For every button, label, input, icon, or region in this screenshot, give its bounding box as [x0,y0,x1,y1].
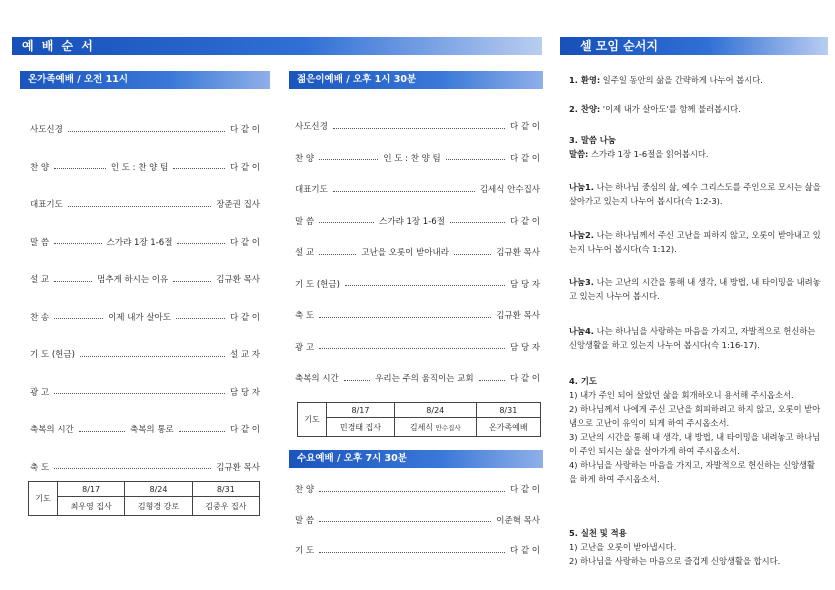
order-item-leader: 다 같 이 [509,153,541,164]
order-item [295,543,540,557]
order-item-label: 축 도 [295,311,315,321]
praise-text: '이제 내가 살아도'를 함께 불러봅시다. [600,104,741,114]
order-item [295,513,540,527]
share4-text: 나는 하나님을 사랑하는 마음을 가지고, 자발적으로 헌신하는 신앙생활을 하고 있는지 나누어 봅시다(슥 1:16-17). [569,326,816,350]
order-item-leader: 이준혁 목사 [496,515,540,526]
schedule-date: 8/24 [125,482,192,497]
cell-praise [569,102,823,116]
order-item-detail: 축복의 통로 [129,425,174,435]
schedule-date: 8/31 [476,403,540,418]
schedule-name: 김중우 집사 [192,497,259,516]
order-item-leader: 다 같 이 [229,162,261,173]
order-item-label: 말 씀 [30,237,50,248]
order-item-leader: 담 당 자 [229,387,260,398]
order-item-leader: 다 같 이 [229,312,260,323]
prayer-line: 4) 하나님을 사랑하는 마음을 가지고, 자발적으로 헌신하는 신앙생활을 하게 하여 주시옵소서. [569,460,816,484]
leader-dots [68,131,225,132]
order-item-label: 사도신경 [295,122,328,132]
schedule-name-text: 온가족예배 [488,422,528,432]
word-line-text: 스가랴 1장 1-6절을 읽어봅시다. [588,149,709,159]
order-item [295,182,540,196]
order-item [295,340,540,354]
order-item [295,119,540,133]
leader-dots [54,243,102,244]
order-item-label: 설 교 [30,275,50,285]
order-item [295,245,540,259]
cell-share-4 [569,324,823,352]
order-item-leader: 다 같 이 [509,122,540,132]
word-line-heading: 말씀: [569,149,589,159]
order-item-detail: 고난을 오롯이 받아내라 [361,248,449,258]
prayer-line: 3) 고난의 시간을 통해 내 생각, 내 방법, 내 타이밍을 내려놓고 하나님이 주인 되시는 삶을 살아가게 하여 주시옵소서. [569,432,821,456]
order-item-leader: 다 같 이 [509,374,540,384]
schedule-name-text: 김세식 [409,422,434,432]
order-item-leader: 다 같 이 [509,485,540,495]
schedule-name: 김형경 강로 [125,497,192,516]
order-item [30,310,260,324]
share2-text: 나는 하나님께서 주신 고난을 피하지 않고, 오롯이 받아내고 있는지 나누어 봅시다(슥 1:12). [569,230,821,254]
youth-prayer-schedule [297,402,541,437]
leader-dots [446,159,505,160]
leader-dots [79,431,125,432]
share4-heading: 나눔4. [569,326,594,336]
worship-order-banner: 예 배 순 서 [12,37,542,55]
cell-word [569,133,823,161]
leader-dots [54,318,103,319]
order-item-leader: 김규환 목사 [216,462,260,473]
order-item-label: 말 씀 [295,216,315,227]
order-item-leader: 다 같 이 [229,237,260,248]
order-item-label: 광 고 [295,342,315,353]
leader-dots [54,393,225,394]
order-item [30,197,260,211]
order-item-label: 기 도 [295,546,315,556]
leader-dots [479,380,505,381]
leader-dots [179,431,225,432]
leader-dots [319,254,356,255]
schedule-date: 8/24 [394,403,476,418]
order-item-label: 대표기도 [295,185,328,195]
order-item-leader: 김세식 안수집사 [479,185,540,195]
schedule-date: 8/17 [327,403,395,418]
order-item [30,272,260,286]
praise-heading: 2. 찬양: [569,104,601,114]
order-item [295,371,540,385]
leader-dots [54,168,106,169]
leader-dots [177,243,225,244]
cell-apply [569,526,823,568]
leader-dots [54,468,211,469]
welcome-text: 일주일 동안의 삶을 간략하게 나누어 봅시다. [600,75,763,85]
leader-dots [319,317,491,318]
order-item-label: 대표기도 [30,200,63,210]
order-item [295,308,540,322]
apply-line: 1) 고난을 오롯이 받아냅시다. [569,542,677,552]
leader-dots [319,159,378,160]
sunday-service-header: 온가족예배 / 오전 11시 [20,71,270,89]
schedule-name [327,418,395,437]
sunday-prayer-schedule [28,481,260,516]
order-item [30,235,260,249]
order-item [30,460,260,474]
word-heading: 3. 말씀 나눔 [569,135,616,145]
leader-dots [450,222,505,223]
schedule-name [476,418,540,437]
order-item-leader: 다 같 이 [229,125,260,135]
order-item-label: 말 씀 [295,515,315,526]
order-item-label: 광 고 [30,387,50,398]
order-item [295,482,540,496]
order-item-label: 기 도 (헌금) [30,350,75,360]
cell-share-1 [569,180,823,208]
order-item-leader: 다 같 이 [509,216,540,227]
prayer-line: 1) 내가 주인 되어 살았던 삶을 회개하오니 용서해 주시옵소서. [569,390,794,400]
leader-dots [319,348,505,349]
order-item-detail: 멈추게 하시는 이유 [97,275,169,285]
order-item [30,347,260,361]
order-item-detail: 이제 내가 살아도 [108,312,171,323]
leader-dots [319,521,491,522]
order-item-label: 사도신경 [30,125,63,135]
order-item-leader: 다 같 이 [509,546,540,556]
order-item-leader: 다 같 이 [229,425,261,435]
order-item-label: 찬 양 [295,153,315,164]
apply-heading: 5. 실천 및 적용 [569,528,627,538]
order-item-leader: 장준권 집사 [216,200,260,210]
order-item-leader: 담 당 자 [509,342,540,353]
order-item-detail: 스가랴 1장 1-6절 [106,237,173,248]
leader-dots [54,281,92,282]
order-item-label: 찬 송 [30,312,50,323]
leader-dots [319,222,374,223]
share3-text: 나는 고난의 시간을 통해 내 생각, 내 방법, 내 타이밍을 내려놓고 있는지 나누어 봅시다. [569,277,821,301]
order-item-leader: 담 당 자 [509,279,540,290]
share3-heading: 나눔3. [569,277,594,287]
leader-dots [345,285,505,286]
leader-dots [319,491,505,492]
order-item-leader: 김규환 목사 [216,275,261,285]
order-item [30,160,260,174]
cell-share-2 [569,228,823,256]
schedule-date: 8/31 [192,482,259,497]
order-item-label: 축복의 시간 [295,374,339,384]
cell-prayer [569,374,823,486]
wednesday-service-header: 수요예배 / 오후 7시 30분 [289,450,543,468]
share2-heading: 나눔2. [569,230,594,240]
leader-dots [333,128,505,129]
leader-dots [454,254,491,255]
leader-dots [319,552,505,553]
order-item-leader: 김규환 목사 [496,311,540,321]
youth-service-header: 젊은이예배 / 오후 1시 30분 [289,71,543,89]
share1-text: 나는 하나님 중심의 삶, 예수 그리스도를 주인으로 모시는 삶을 살아가고 있는지 나누어 봅시다(슥 1:2-3). [569,182,821,206]
order-item-leader: 설 교 자 [229,350,260,360]
order-item-label: 축 도 [30,462,50,473]
order-item-detail: 스가랴 1장 1-6절 [379,216,445,227]
order-item-detail: 우리는 주의 움직이는 교회 [375,374,474,384]
order-item-leader: 김규환 목사 [496,248,540,258]
prayer-heading: 4. 기도 [569,376,597,386]
leader-dots [344,380,370,381]
cell-share-3 [569,275,823,303]
leader-dots [80,356,225,357]
schedule-date: 8/17 [58,482,125,497]
leader-dots [176,318,225,319]
prayer-line: 2) 하나님께서 나에게 주신 고난을 회피하려고 하지 않고, 오롯이 받아냄으로 고난이 유익이 되게 하여 주시옵소서. [569,404,821,428]
schedule-name-title: 안수집사 [435,423,461,432]
order-item [30,385,260,399]
order-item [295,151,540,165]
order-item [30,122,260,136]
order-item-label: 축복의 시간 [30,425,74,435]
leader-dots [68,206,211,207]
leader-dots [333,191,475,192]
order-item [295,277,540,291]
order-item [30,422,260,436]
order-item-detail: 인 도 : 찬 양 팀 [383,153,441,164]
order-item-label: 찬 양 [30,162,50,173]
schedule-name: 최우영 집사 [58,497,125,516]
order-item [295,214,540,228]
leader-dots [173,281,211,282]
apply-line: 2) 하나님을 사랑하는 마음으로 즐겁게 신앙생활을 합시다. [569,556,781,566]
order-item-label: 설 교 [295,248,315,258]
order-item-label: 찬 양 [295,485,315,495]
schedule-name-text: 민경태 집사 [339,422,382,432]
cell-meeting-banner: 셀 모임 순서지 [560,37,828,55]
schedule-row-label: 기도 [298,403,327,437]
order-item-label: 기 도 (헌금) [295,279,340,290]
order-item-detail: 인 도 : 찬 양 팀 [110,162,169,173]
share1-heading: 나눔1. [569,182,594,192]
leader-dots [173,168,225,169]
welcome-heading: 1. 환영: [569,75,601,85]
schedule-row-label: 기도 [29,482,58,516]
schedule-name [394,418,476,437]
cell-welcome [569,73,823,87]
